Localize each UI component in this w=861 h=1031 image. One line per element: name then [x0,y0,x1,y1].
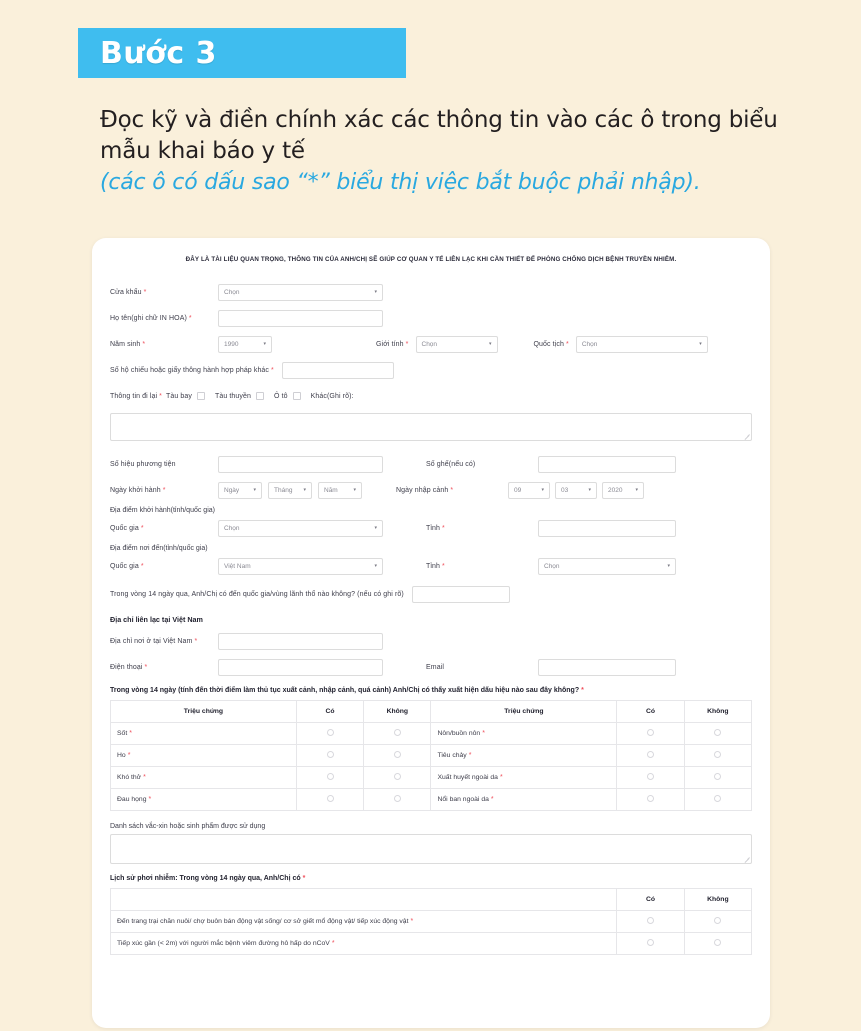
travel-other-label: Khác(Ghi rõ): [310,392,354,400]
arrival-place-heading: Địa điểm nơi đến(tỉnh/quốc gia) [110,545,208,552]
address-vn-input[interactable] [218,633,383,650]
vaccine-textarea[interactable] [110,834,752,864]
exposure-table [110,888,752,955]
birthyear-label: Năm sinh * [110,340,146,348]
required-asterisk: * [140,524,144,532]
vehicle-no-input[interactable] [218,456,383,473]
border-gate-value: Chọn [224,288,240,296]
symptoms-col-symptom-right: Triệu chứng [431,701,617,723]
chevron-down-icon: ▾ [263,341,266,347]
contact-address-heading: Địa chỉ liên lạc tại Việt Nam [110,615,203,624]
row-border-gate [110,283,752,301]
radio-yes[interactable] [647,917,654,924]
exposure-question: Lịch sử phơi nhiễm: Trong vòng 14 ngày qua, Anh/Chị có * [110,875,306,882]
row-fullname [110,309,752,327]
row-phone-email [110,658,752,676]
exposure-table-header-row [111,889,752,911]
entry-date-label: Ngày nhập cảnh * [396,486,454,494]
symptoms-question: Trong vòng 14 ngày (tính đến thời điểm làm thủ tục xuất cảnh, nhập cảnh, quá cảnh) Anh/Chị có thấy xuất hiện dấu hiệu nào sau đây không? * [110,687,584,694]
symptoms-col-yes-left: Có [296,701,363,723]
chevron-down-icon: ▾ [253,487,256,493]
countries-14d-label: Trong vòng 14 ngày qua, Anh/Chị có đến quốc gia/vùng lãnh thổ nào không? (nếu có ghi rõ) [110,590,404,598]
row-countries-14d [110,585,752,603]
entry-day-select[interactable] [508,482,550,499]
travel-plane-label: Tàu bay [165,392,192,400]
entry-year-select[interactable] [602,482,644,499]
form-notice: ĐÂY LÀ TÀI LIỆU QUAN TRỌNG, THÔNG TIN CỦA ANH/CHỊ SẼ GIÚP CƠ QUAN Y TẾ LIÊN LẠC KHI CẦN THIẾT ĐỂ PHÒNG CHỐNG DỊCH BỆNH TRUYỀN NHIỄM. [185,256,677,263]
travel-info-label: Thông tin đi lại * [110,392,162,400]
radio-no[interactable] [714,729,721,736]
phone-input[interactable] [218,659,383,676]
departure-place-heading: Địa điểm khởi hành(tỉnh/quốc gia) [110,507,215,514]
required-asterisk: * [331,940,335,947]
chevron-down-icon: ▾ [699,341,702,347]
required-asterisk: * [127,752,131,759]
radio-yes[interactable] [327,773,334,780]
birthyear-value: 1990 [224,340,239,348]
row-address-vn [110,632,752,650]
intro-block [100,105,800,199]
symptom-yes-cell[interactable] [617,745,684,767]
required-asterisk: * [410,918,414,925]
travel-car-checkbox[interactable] [293,392,301,400]
arrival-country-select[interactable] [218,558,383,575]
exposure-no-cell[interactable] [684,933,751,955]
chevron-down-icon: ▾ [374,525,377,531]
gender-select[interactable] [416,336,498,353]
travel-note-value [111,414,751,420]
resize-handle-icon[interactable] [744,856,750,862]
seat-no-label: Số ghế(nếu có) [426,460,476,468]
symptom-yes-cell[interactable] [296,745,363,767]
symptoms-table [110,700,752,811]
vehicle-no-label: Số hiệu phương tiện [110,460,176,468]
travel-car-label: Ô tô [274,392,288,400]
countries-14d-input[interactable] [412,586,510,603]
entry-day-value: 09 [514,486,522,494]
departure-day-value: Ngày [224,486,240,494]
intro-line-2: mẫu khai báo y tế [100,138,305,164]
row-passport [110,361,752,379]
row-birth-gender-nationality [110,335,752,353]
symptoms-table-header-row [111,701,752,723]
symptoms-col-no-left: Không [364,701,431,723]
required-asterisk: * [565,340,569,348]
exposure-col-yes: Có [617,889,684,911]
radio-yes[interactable] [647,729,654,736]
radio-no[interactable] [714,917,721,924]
symptoms-col-yes-right: Có [617,701,684,723]
table-row [111,933,752,955]
exposure-col-blank [111,889,617,911]
departure-country-select[interactable] [218,520,383,537]
symptom-yes-cell[interactable] [617,723,684,745]
symptom-yes-cell[interactable] [296,789,363,811]
arrival-province-label: Tỉnh * [426,562,445,570]
required-asterisk: * [143,774,146,781]
symptom-no-cell[interactable] [364,745,431,767]
departure-province-label: Tỉnh * [426,524,445,532]
health-declaration-form [92,238,770,1028]
required-asterisk: * [442,562,445,570]
required-asterisk: * [148,796,152,803]
address-vn-label: Địa chỉ nơi ở tại Việt Nam * [110,637,198,645]
symptom-yes-cell[interactable] [296,767,363,789]
travel-plane-checkbox[interactable] [197,392,205,400]
intro-line-1: Đọc kỹ và điền chính xác các thông tin vào các ô trong biểu [100,107,778,133]
required-asterisk: * [162,486,166,494]
required-asterisk: * [142,340,146,348]
entry-year-value: 2020 [608,486,623,494]
radio-no[interactable] [714,751,721,758]
chevron-down-icon: ▾ [353,487,356,493]
step-banner [78,28,406,78]
passport-input[interactable] [282,362,394,379]
row-vehicle-seat [110,455,752,473]
table-row [111,911,752,933]
border-gate-select[interactable] [218,284,383,301]
table-row [111,723,752,745]
gender-label: Giới tính * [376,340,409,348]
required-asterisk: * [405,340,409,348]
travel-ship-checkbox[interactable] [256,392,264,400]
vaccine-label: Danh sách vắc-xin hoặc sinh phẩm được sử dụng [110,823,266,830]
required-asterisk: * [188,314,192,322]
radio-no[interactable] [394,729,401,736]
border-gate-label: Cửa khẩu * [110,288,147,296]
gender-value: Chọn [421,340,438,348]
exposure-yes-cell[interactable] [617,933,684,955]
required-asterisk: * [159,392,162,400]
fullname-input[interactable] [218,310,383,327]
seat-no-input[interactable] [538,456,676,473]
required-asterisk: * [143,288,147,296]
symptom-label: Khó thở * [111,767,297,789]
exposure-no-cell[interactable] [684,911,751,933]
radio-yes[interactable] [647,939,654,946]
table-row [111,745,752,767]
symptom-label: Tiêu chảy * [431,745,617,767]
resize-handle-icon[interactable] [744,433,750,439]
symptom-label: Đau họng * [111,789,297,811]
symptom-no-cell[interactable] [684,745,751,767]
radio-no[interactable] [394,751,401,758]
required-asterisk: * [271,366,274,374]
exposure-col-no: Không [684,889,751,911]
departure-day-select[interactable] [218,482,262,499]
exposure-yes-cell[interactable] [617,911,684,933]
symptom-label: Nôn/buồn nôn * [431,723,617,745]
email-input[interactable] [538,659,676,676]
symptom-no-cell[interactable] [684,789,751,811]
required-asterisk: * [490,796,494,803]
departure-country-value: Chọn [224,524,240,532]
step-banner-label: Bước 3 [100,35,217,71]
birthyear-select[interactable] [218,336,272,353]
row-travel-info [110,387,752,405]
symptom-label: Nổi ban ngoài da * [431,789,617,811]
travel-ship-label: Tàu thuyền [214,392,251,400]
chevron-down-icon: ▾ [374,289,377,295]
intro-required-note: (các ô có dấu sao “*” biểu thị việc bắt buộc phải nhập). [100,170,701,195]
symptom-yes-cell[interactable] [617,767,684,789]
departure-date-label: Ngày khởi hành * [110,486,166,494]
radio-no[interactable] [714,773,721,780]
symptom-no-cell[interactable] [364,723,431,745]
required-asterisk: * [468,752,472,759]
radio-no[interactable] [714,795,721,802]
symptom-label: Sốt * [111,723,297,745]
radio-yes[interactable] [327,751,334,758]
travel-note-textarea-wrap [110,413,752,441]
required-asterisk: * [499,774,503,781]
table-row [111,789,752,811]
symptom-no-cell[interactable] [364,789,431,811]
required-asterisk: * [482,730,485,737]
departure-year-value: Năm [324,486,338,494]
radio-no[interactable] [394,795,401,802]
travel-note-textarea[interactable] [110,413,752,441]
row-dates [110,481,752,499]
radio-no[interactable] [714,939,721,946]
passport-label: Số hộ chiếu hoặc giấy thông hành hợp pháp khác * [110,366,274,374]
table-row [111,767,752,789]
exposure-label: Đến trang trại chăn nuôi/ chợ buôn bán động vật sống/ cơ sở giết mổ động vật/ tiếp xúc động vật * [111,911,617,933]
required-asterisk: * [581,687,584,694]
departure-province-input[interactable] [538,520,676,537]
radio-yes[interactable] [327,729,334,736]
chevron-down-icon: ▾ [667,563,670,569]
symptoms-col-no-right: Không [684,701,751,723]
required-asterisk: * [302,875,306,882]
arrival-province-select[interactable] [538,558,676,575]
radio-yes[interactable] [647,795,654,802]
entry-month-value: 03 [561,486,569,494]
fullname-label: Họ tên(ghi chữ IN HOA) * [110,314,192,322]
required-asterisk: * [140,562,144,570]
chevron-down-icon: ▾ [374,563,377,569]
row-arrival-location [110,557,752,575]
required-asterisk: * [144,663,148,671]
symptom-yes-cell[interactable] [617,789,684,811]
entry-month-select[interactable] [555,482,597,499]
symptom-label: Xuất huyết ngoài da * [431,767,617,789]
row-departure-location [110,519,752,537]
symptom-no-cell[interactable] [364,767,431,789]
required-asterisk: * [442,524,445,532]
radio-no[interactable] [394,773,401,780]
departure-year-select[interactable] [318,482,362,499]
nationality-select[interactable] [576,336,708,353]
chevron-down-icon: ▾ [588,487,591,493]
arrival-country-label: Quốc gia * [110,562,144,570]
departure-country-label: Quốc gia * [110,524,144,532]
required-asterisk: * [129,730,132,737]
phone-label: Điện thoại * [110,663,148,671]
nationality-label: Quốc tịch * [533,340,569,348]
symptom-yes-cell[interactable] [296,723,363,745]
radio-yes[interactable] [647,773,654,780]
email-label: Email [426,663,445,671]
symptom-no-cell[interactable] [684,767,751,789]
chevron-down-icon: ▾ [635,487,638,493]
nationality-value: Chọn [581,340,598,348]
chevron-down-icon: ▾ [541,487,544,493]
radio-yes[interactable] [647,751,654,758]
vaccine-value [111,835,751,841]
radio-yes[interactable] [327,795,334,802]
required-asterisk: * [450,486,454,494]
arrival-country-value: Việt Nam [224,562,251,570]
required-asterisk: * [194,637,198,645]
departure-month-select[interactable] [268,482,312,499]
chevron-down-icon: ▾ [303,487,306,493]
exposure-label: Tiếp xúc gần (< 2m) với người mắc bệnh viêm đường hô hấp do nCoV * [111,933,617,955]
arrival-province-value: Chọn [544,562,560,570]
chevron-down-icon: ▾ [488,341,492,347]
symptom-label: Ho * [111,745,297,767]
symptom-no-cell[interactable] [684,723,751,745]
symptoms-col-symptom-left: Triệu chứng [111,701,297,723]
departure-month-value: Tháng [274,486,293,494]
